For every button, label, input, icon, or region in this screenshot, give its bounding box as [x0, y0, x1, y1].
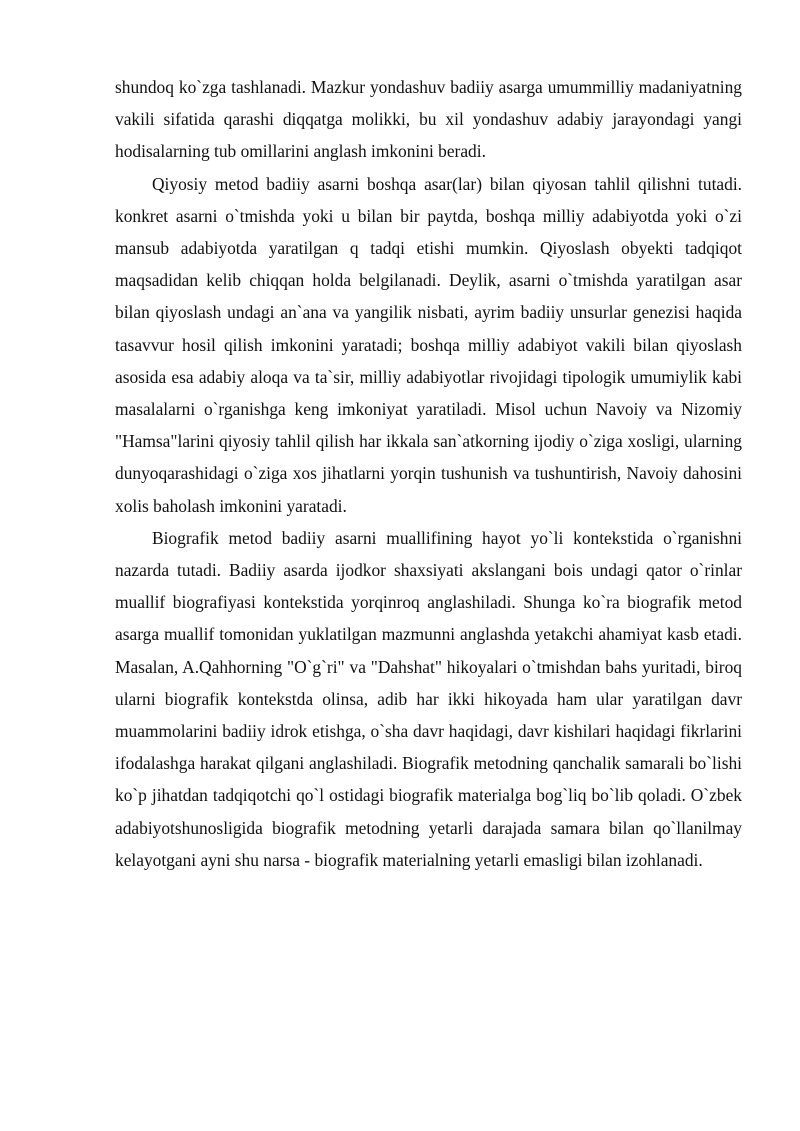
paragraph-continuation: shundoq ko`zga tashlanadi. Mazkur yondashuv badiiy asarga umummilliy madaniyatning vakili sifatida qarashi diqqatga molikki, bu xil yondashuv adabiy jarayondagi yangi hodisalarning tub omillarini anglash imkonini beradi.: [115, 77, 742, 162]
document-page: [115, 71, 742, 876]
paragraph-biographical-method: Biografik metod badiiy asarni muallifining hayot yo`li kontekstida o`rganishni nazarda tutadi. Badiiy asarda ijodkor shaxsiyati akslangani bois undagi qator o`rinlar muallif biografiyasi kontekstida yorqinroq anglashiladi. Shunga ko`ra biografik metod asarga muallif tomonidan yuklatilgan mazmunni anglashda yetakchi ahamiyat kasb etadi. Masalan, A.Qahhorning "O`g`ri" va "Dahshat" hikoyalari o`tmishdan bahs yuritadi, biroq ularni biografik kontekstda olinsa, adib har ikki hikoyada ham ular yaratilgan davr muammolarini badiiy idrok etishga, o`sha davr haqidagi, davr kishilari haqidagi fikrlarini ifodalashga harakat qilgani anglashiladi. Biografik metodning qanchalik samarali bo`lishi ko`p jihatdan tadqiqotchi qo`l ostidagi biografik materialga bog`liq bo`lib qoladi. O`zbek adabiyotshunosligida biografik metodning yetarli darajada samara bilan qo`llanilmay kelayotgani ayni shu narsa - biografik materialning yetarli emasligi bilan izohlanadi.: [115, 527, 742, 870]
paragraph-comparative-method: Qiyosiy metod badiiy asarni boshqa asar(lar) bilan qiyosan tahlil qilishni tutadi. konkret asarni o`tmishda yoki u bilan bir paytda, boshqa milliy adabiyotda yoki o`zi mansub adabiyotda yaratilgan q tadqi etishi mumkin. Qiyoslash obyekti tadqiqot maqsadidan kelib chiqqan holda belgilanadi. Deylik, asarni o`tmishda yaratilgan asar bilan qiyoslash undagi an`ana va yangilik nisbati, ayrim badiiy unsurlar genezisi haqida tasavvur hosil qilish imkonini yaratadi; boshqa milliy adabiyot vakili bilan qiyoslash asosida esa adabiy aloqa va ta`sir, milliy adabiyotlar rivojidagi tipologik umumiylik kabi masalalarni o`rganishga keng imkoniyat yaratiladi. Misol uchun Navoiy va Nizomiy "Hamsa"larini qiyosiy tahlil qilish har ikkala san`atkorning ijodiy o`ziga xosligi, ularning dunyoqarashidagi o`ziga xos jihatlarni yorqin tushunish va tushuntirish, Navoiy dahosini xolis baholash imkonini yaratadi.: [115, 173, 742, 516]
